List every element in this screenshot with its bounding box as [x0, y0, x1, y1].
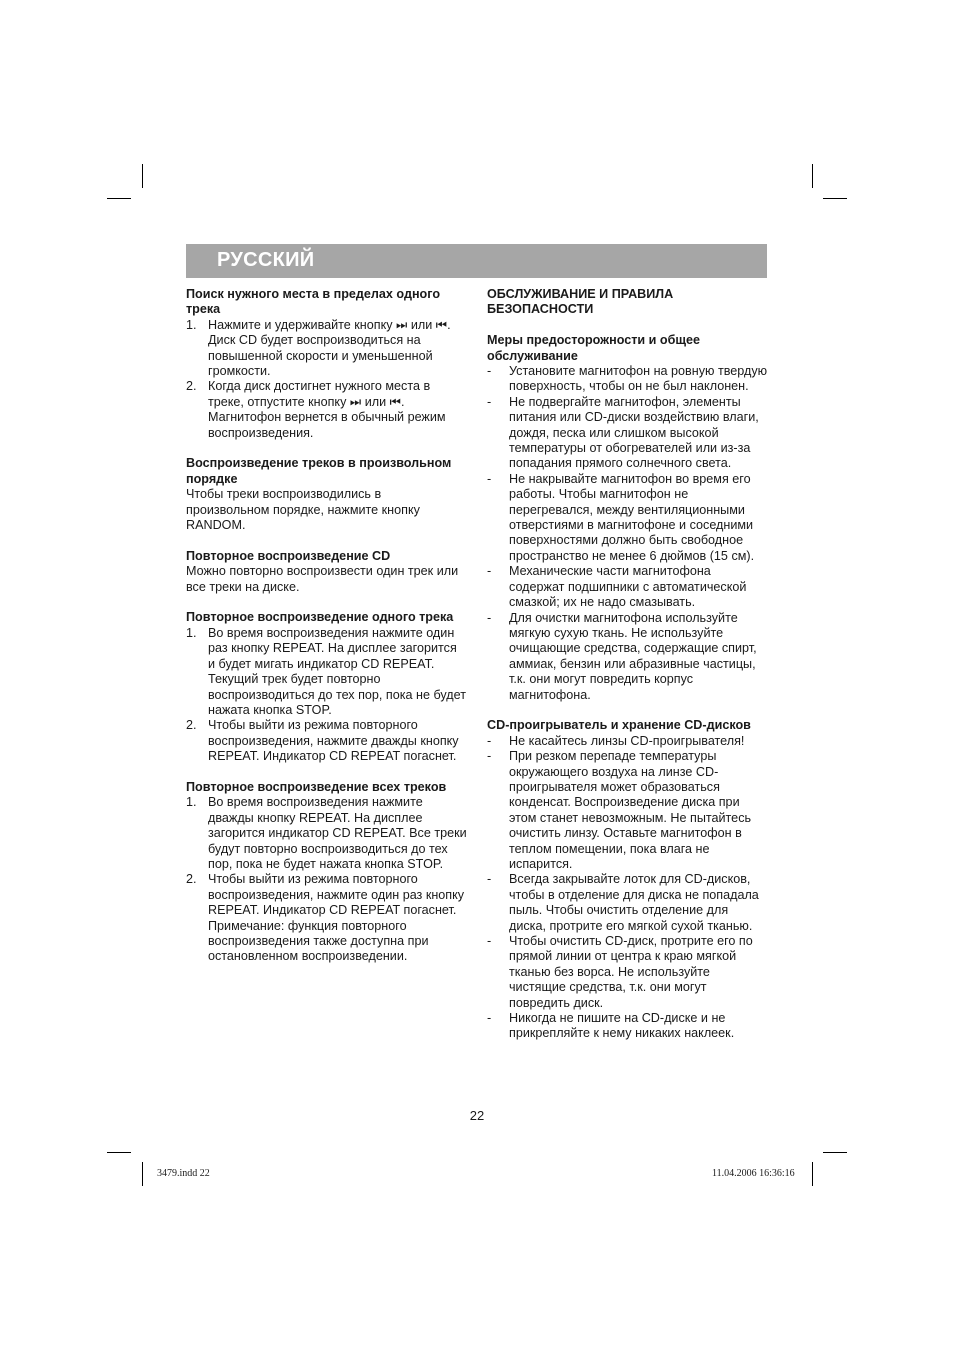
list-item: [186, 379, 467, 441]
list-item: [487, 749, 768, 872]
section-heading: Меры предосторожности и общее обслуживание: [487, 333, 701, 363]
list-item-text: Во время воспроизведения нажмите один раз кнопку REPEAT. На дисплее загорится и будет мигать индикатор CD REPEAT. Текущий трек будет повторно воспроизводиться до тех пор, пока не будет нажата кнопка STOP.: [208, 625, 467, 717]
list-marker: -: [487, 749, 492, 764]
list-marker: -: [487, 394, 492, 409]
list-marker: 1.: [186, 317, 197, 332]
crop-mark: [812, 164, 813, 188]
list-item: [186, 919, 467, 965]
crop-mark: [107, 1152, 131, 1153]
section-body: Чтобы треки воспроизводились в произвольном порядке, нажмите кнопку RANDOM.: [186, 487, 420, 533]
list-item: [186, 872, 467, 918]
list-marker: -: [487, 934, 492, 949]
list-item-text: Когда диск достигнет нужного места в треке, отпустите кнопку ⏭ или ⏮. Магнитофон вернется в обычный режим воспроизведения.: [208, 379, 446, 440]
crop-mark: [142, 164, 143, 188]
list-item-text: Механические части магнитофона содержат подшипники с автоматической смазкой; их не надо смазывать.: [509, 564, 747, 610]
list-item-text: Всегда закрывайте лоток для CD-дисков, чтобы в отделение для диска не попадала пыль. Чтобы очистить отделение для диска, протрите его мягкой сухой тканью.: [509, 872, 759, 933]
footer-file-name: 3479.indd 22: [157, 1168, 210, 1179]
list-item: [186, 318, 467, 380]
list-item: [487, 395, 768, 472]
list-item: [186, 718, 467, 764]
list-marker: 1.: [186, 795, 197, 810]
left-column: [186, 287, 467, 980]
list-item-text: Не касайтесь линзы CD-проигрывателя!: [509, 733, 745, 748]
crop-mark: [107, 198, 131, 199]
section: [186, 610, 467, 764]
list-item-text: Не накрывайте магнитофон во время его работы. Чтобы магнитофон не перегревался, между вентиляционными отверстиями в магнитофоне и соседними поверхностями должно быть свободное пространство не менее 6 дюймов (15 см).: [509, 471, 755, 563]
list-item: [487, 472, 768, 564]
right-column: [487, 287, 768, 1057]
list-item-text: Никогда не пишите на CD-диске и не прикрепляйте к нему никаких наклеек.: [509, 1011, 735, 1041]
section-heading: Повторное воспроизведение одного трека: [186, 610, 454, 625]
list-item: [487, 934, 768, 1011]
list-item: [487, 734, 768, 749]
list-item-text: Чтобы выйти из режима повторного воспроизведения, нажмите дважды кнопку REPEAT. Индикатор CD REPEAT погаснет.: [208, 718, 459, 764]
footer-timestamp: 11.04.2006 16:36:16: [712, 1168, 795, 1179]
list-item: [487, 611, 768, 703]
section-heading: ОБСЛУЖИВАНИЕ И ПРАВИЛА БЕЗОПАСНОСТИ: [487, 287, 674, 317]
section: [487, 287, 768, 318]
section: [487, 718, 768, 1042]
list-marker: -: [487, 364, 492, 379]
list-marker: [186, 919, 208, 965]
section-heading: Повторное воспроизведение CD: [186, 548, 391, 563]
page-number: 22: [469, 1108, 485, 1123]
section-heading: Поиск нужного места в пределах одного трека: [186, 287, 441, 317]
section-heading: Воспроизведение треков в произвольном порядке: [186, 456, 452, 486]
section: [487, 333, 768, 703]
section-heading: CD-проигрыватель и хранение CD-дисков: [487, 718, 751, 733]
list-item-text: Примечание: функция повторного воспроизведения также доступна при остановленном воспроизведении.: [208, 918, 429, 964]
list-item: [487, 564, 768, 610]
list-item-text: Чтобы выйти из режима повторного воспроизведения, нажмите один раз кнопку REPEAT. Индикатор CD REPEAT погаснет.: [208, 872, 465, 918]
section-heading: Повторное воспроизведение всех треков: [186, 779, 447, 794]
list-item-text: Для очистки магнитофона используйте мягкую сухую ткань. Не используйте очищающие средства, содержащие спирт, аммиак, бензин или абразивные частицы, т.к. они могут повредить корпус магнитофона.: [509, 610, 757, 702]
list-item-text: Нажмите и удерживайте кнопку ⏭ или ⏮. Диск CD будет воспроизводиться на повышенной скорости и уменьшенной громкости.: [208, 317, 451, 379]
section: [186, 456, 467, 533]
page-title: РУССКИЙ: [217, 249, 315, 271]
list-marker: 1.: [186, 625, 197, 640]
list-marker: -: [487, 872, 492, 887]
language-header: [186, 244, 767, 278]
list-item-text: Во время воспроизведения нажмите дважды кнопку REPEAT. На дисплее загорится индикатор CD REPEAT. Все треки будут повторно воспроизводиться до тех пор, пока не будет нажата кнопка STOP.: [208, 795, 467, 871]
list-marker: -: [487, 1011, 492, 1026]
section: [186, 287, 467, 441]
list-marker: -: [487, 610, 492, 625]
list-item-text: Чтобы очистить CD-диск, протрите его по прямой линии от центра к краю мягкой тканью без ворса. Не используйте чистящие средства, т.к. они могут повредить диск.: [509, 934, 753, 1010]
list-marker: 2.: [186, 718, 197, 733]
section: [186, 549, 467, 595]
list-item: [487, 364, 768, 395]
list-marker: 2.: [186, 379, 197, 394]
list-marker: 2.: [186, 872, 197, 887]
list-marker: -: [487, 733, 492, 748]
section: [186, 780, 467, 965]
list-item: [487, 1011, 768, 1042]
crop-mark: [142, 1162, 143, 1186]
list-item-text: При резком перепаде температуры окружающего воздуха на линзе CD-проигрывателя может образоваться конденсат. Воспроизведение диска при этом станет невозможным. Не пытайтесь очистить линзу. Оставьте магнитофон в теплом помещении, пока влага не испарится.: [509, 749, 752, 871]
section-body: Можно повторно воспроизвести один трек или все треки на диске.: [186, 564, 459, 594]
list-item-text: Установите магнитофон на ровную твердую поверхность, чтобы он не был наклонен.: [509, 364, 768, 394]
crop-mark: [823, 198, 847, 199]
list-marker: -: [487, 471, 492, 486]
list-marker: -: [487, 564, 492, 579]
list-item-text: Не подвергайте магнитофон, элементы питания или CD-диски воздействию влаги, дождя, песка или слишком высокой температуры от обогревателей или из-за попадания прямого солнечного света.: [509, 394, 759, 471]
list-item: [186, 795, 467, 872]
crop-mark: [823, 1152, 847, 1153]
list-item: [186, 626, 467, 718]
crop-mark: [812, 1162, 813, 1186]
list-item: [487, 872, 768, 934]
